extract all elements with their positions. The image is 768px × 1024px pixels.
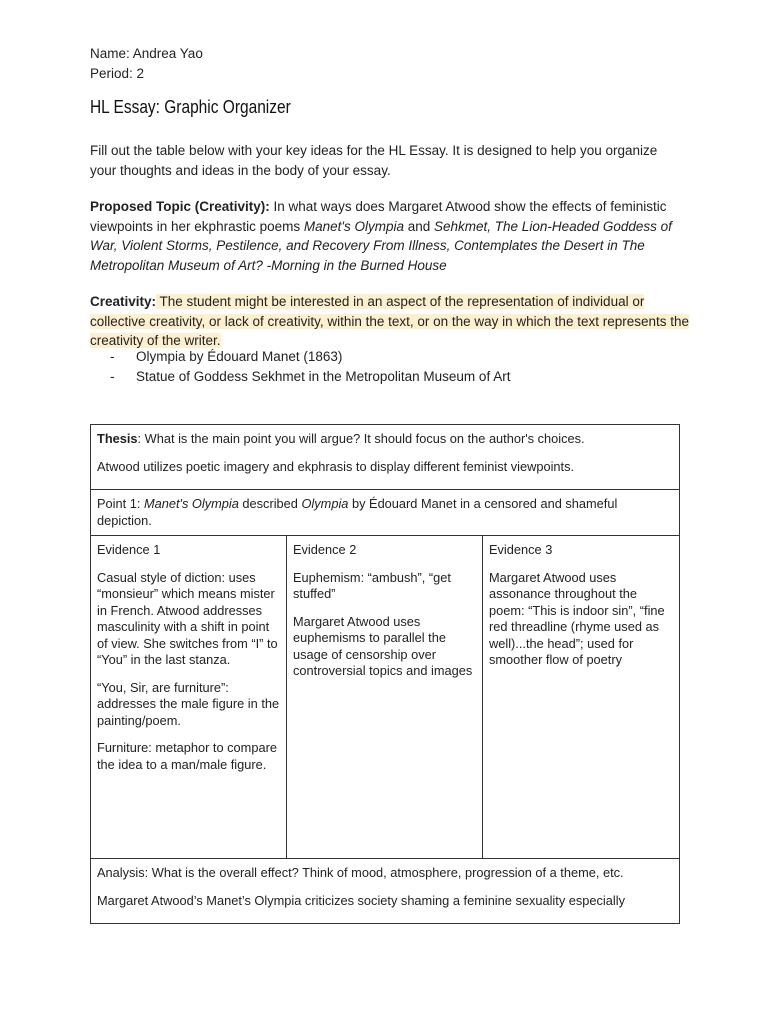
analysis-row (91, 859, 680, 924)
thesis-prompt: : What is the main point you will argue? It should focus on the author's choices. (137, 431, 585, 446)
creativity-text-highlighted: The student might be interested in an aspect of the representation of individual or collective creativity, or lack of creativity, within the text, or on the way in which the text represents the creativity of the writer. (90, 294, 690, 348)
evidence-1-paragraph: “You, Sir, are furniture”: addresses the male figure in the painting/poem. (97, 679, 280, 728)
poem-title-olympia: Manet's Olympia (303, 218, 404, 234)
point-1-cell (91, 490, 680, 536)
graphic-organizer-table (90, 424, 680, 924)
evidence-3-cell (483, 536, 680, 859)
point-1-rest: by Édouard Manet in a censored and shameful depiction. (97, 496, 618, 528)
analysis-answer: Margaret Atwood’s Manet’s Olympia criticizes society shaming a feminine sexuality especially (97, 892, 625, 908)
analysis-cell (91, 859, 680, 924)
creativity-label: Creativity: (90, 294, 157, 309)
document-title: HL Essay: Graphic Organizer (90, 97, 291, 117)
evidence-1-paragraph: Furniture: metaphor to compare the idea to a man/male figure. (97, 740, 277, 772)
evidence-3-heading: Evidence 3 (489, 542, 553, 557)
evidence-row (91, 536, 680, 859)
student-name: Name: Andrea Yao (90, 46, 203, 61)
evidence-2-paragraph: Euphemism: “ambush”, “get stuffed” (293, 569, 451, 601)
intro-line-1: Fill out the table below with your key ideas for the HL Essay. It is designed to help you organize (90, 143, 658, 158)
point-1-painting: Olympia (301, 496, 349, 511)
evidence-2-paragraph: Margaret Atwood uses euphemisms to parallel the usage of censorship over controversial topics and images (293, 613, 473, 678)
evidence-1-cell (91, 536, 287, 859)
evidence-1-paragraph: Casual style of diction: uses “monsieur” which means mister in French. Atwood addresses masculinity with a shift in point of view. She switches from “I” to “You” in the last stanza. (97, 569, 278, 667)
intro-line-2: your thoughts and ideas in the body of your essay. (90, 163, 391, 178)
thesis-label: Thesis (97, 431, 138, 446)
evidence-1-heading: Evidence 1 (97, 542, 161, 557)
artwork-list (110, 347, 510, 386)
point-1-prefix: Point 1: (97, 496, 144, 511)
evidence-2-cell (287, 536, 483, 859)
analysis-prompt: Analysis: What is the overall effect? Think of mood, atmosphere, progression of a theme, etc. (97, 865, 624, 880)
list-item: - Olympia by Édouard Manet (1863) (110, 347, 510, 367)
proposed-topic-text: In what ways does Margaret Atwood show the effects of feministic viewpoints in her ekphrastic poems (90, 199, 667, 234)
thesis-answer: Atwood utilizes poetic imagery and ekphrasis to display different feminist viewpoints. (97, 458, 575, 474)
evidence-2-heading: Evidence 2 (293, 542, 357, 557)
point-1-middle: described (238, 496, 302, 511)
list-item: - Statue of Goddess Sekhmet in the Metropolitan Museum of Art (110, 367, 510, 387)
creativity-definition (90, 292, 690, 351)
poem-title-sekhmet: Sehkmet, The Lion-Headed Goddess of War, Violent Storms, Pestilence, and Recovery From Illness, Contemplates the Desert in The Metropolitan Museum of Art? -Morning in the Burned House (90, 218, 672, 273)
proposed-topic (90, 197, 690, 275)
proposed-topic-conjunction: and (403, 218, 435, 234)
evidence-3-paragraph: Margaret Atwood uses assonance throughout the poem: “This is indoor sin”, “fine red threadline (rhyme used as well)...the head”; used for smoother flow of poetry (489, 569, 665, 667)
thesis-cell (91, 425, 680, 490)
thesis-row (91, 425, 680, 490)
proposed-topic-label: Proposed Topic (Creativity): (90, 199, 270, 214)
point-row (91, 490, 680, 536)
class-period: Period: 2 (90, 66, 145, 81)
point-1-poem: Manet's Olympia (143, 496, 239, 511)
